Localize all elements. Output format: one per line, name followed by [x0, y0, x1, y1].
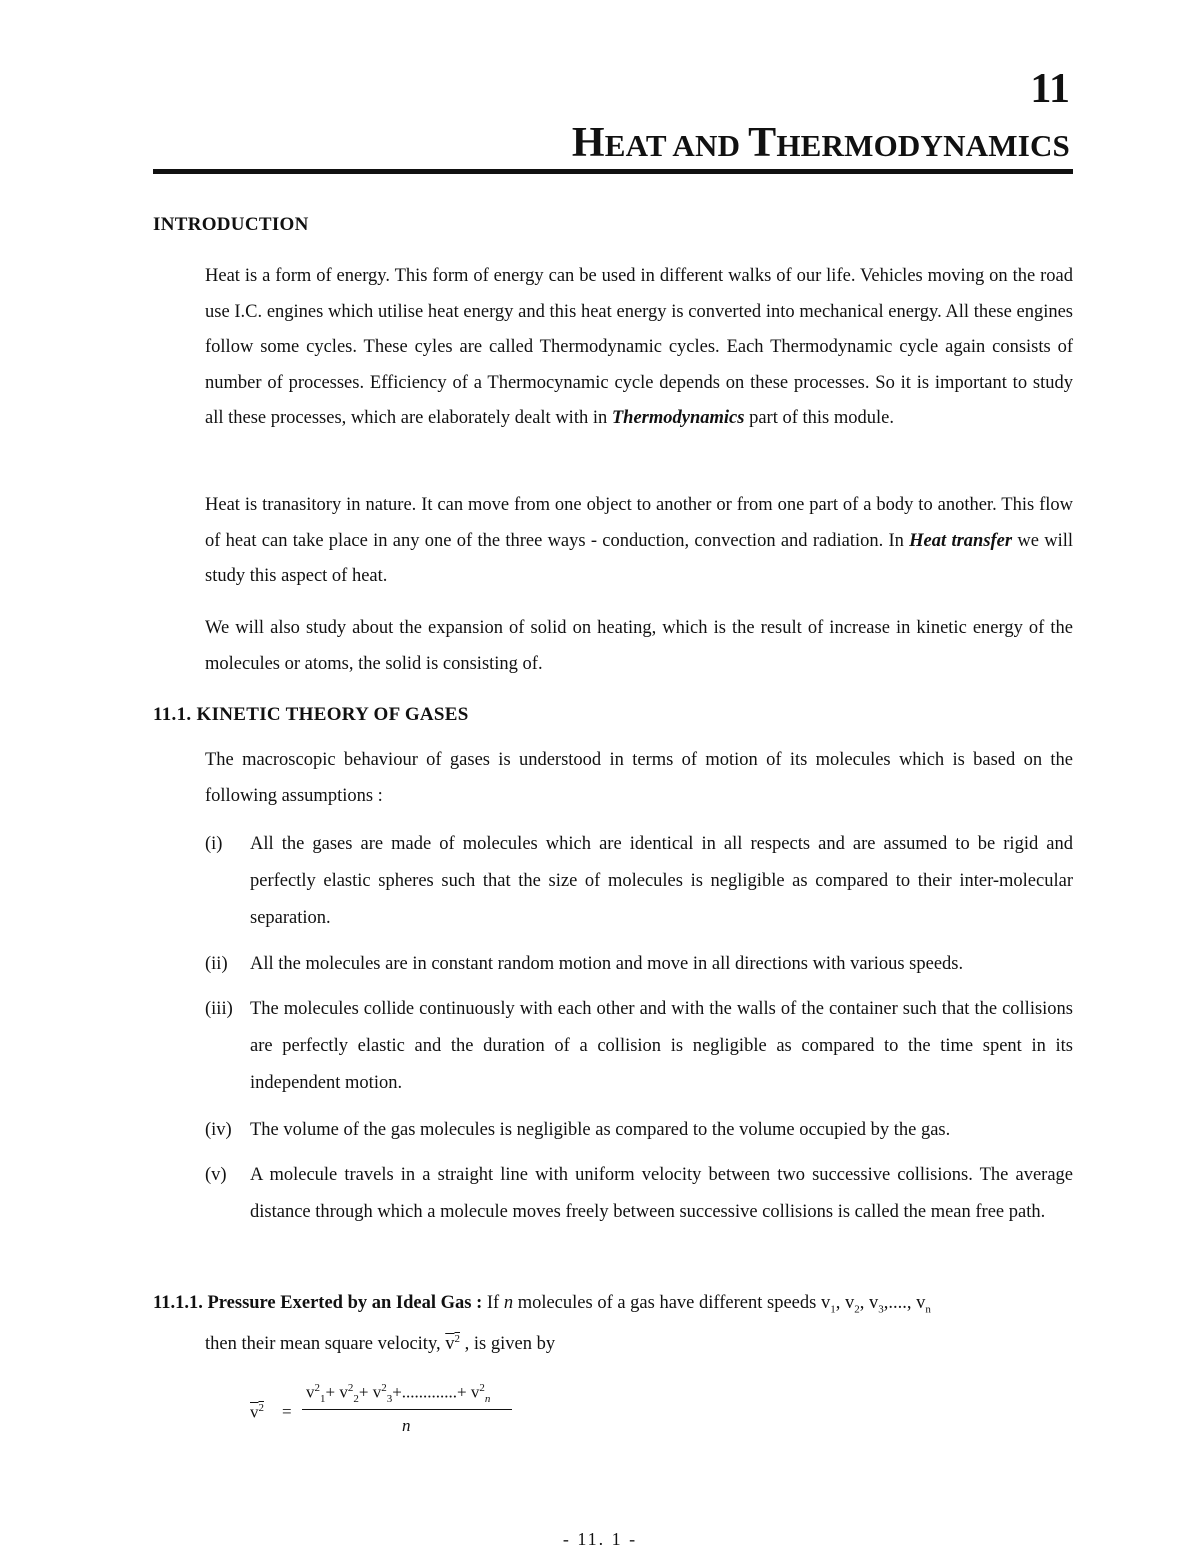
- section-11-1-1-line-1: 11.1.1. Pressure Exerted by an Ideal Gas : If n molecules of a gas have different speeds $v_1$, $v_2$, $v_3$,...., $v_n$: [153, 1293, 931, 1316]
- list-text: The molecules collide continuously with each other and with the walls of the container such that the collisions are perfectly elastic and the duration of a collision is negligible as compared to the time spent in its independent motion.: [250, 999, 1073, 1093]
- list-text: A molecule travels in a straight line with uniform velocity between two successive collisions. The average distance through which a molecule moves freely between successive collisions is called the mean free path.: [250, 1165, 1073, 1222]
- formula-numerator: $v^2_1+ v^2_2+ v^2_3+.............+ v^2_n$: [306, 1382, 491, 1406]
- mean-square-velocity-symbol: $v^2$: [445, 1333, 460, 1355]
- formula-lhs: $v^2$: [250, 1402, 264, 1422]
- formula-denominator: n: [402, 1416, 411, 1435]
- section-11-1-heading: 11.1. KINETIC THEORY OF GASES: [153, 704, 469, 725]
- list-marker: (ii): [205, 954, 228, 974]
- intro-paragraph-3: We will also study about the expansion of solid on heating, which is the result of increase in kinetic energy of the molecules or atoms, the solid is consisting of.: [205, 618, 1073, 674]
- intro-paragraph-2: Heat is tranasitory in nature. It can move from one object to another or from one part of a body to another. This flow of heat can take place in any one of the three ways - conduction, convection and radiation. In Heat transfer we will study this aspect of heat.: [205, 495, 1073, 586]
- list-text: All the molecules are in constant random motion and move in all directions with various speeds.: [250, 954, 964, 974]
- section-11-1-1-heading: 11.1.1. Pressure Exerted by an Ideal Gas :: [153, 1293, 483, 1313]
- mean-square-velocity-formula: [250, 1378, 530, 1438]
- page-footer: - 11. 1 -: [562, 1529, 638, 1549]
- introduction-heading: INTRODUCTION: [153, 214, 309, 235]
- list-marker: (v): [205, 1165, 227, 1185]
- formula-equals: =: [282, 1402, 292, 1421]
- list-marker: (iii): [205, 999, 233, 1019]
- chapter-number: 11: [1030, 66, 1070, 112]
- list-text: All the gases are made of molecules which are identical in all respects and are assumed to be rigid and perfectly elastic spheres such that the size of molecules is negligible as compared to their inter-molecular separation.: [250, 834, 1073, 928]
- list-marker: (i): [205, 834, 223, 854]
- intro-paragraph-1: Heat is a form of energy. This form of energy can be used in different walks of our life. Vehicles moving on the road use I.C. engines which utilise heat energy and this heat energy is converted into mechanical energy. All these engines follow some cycles. These cyles are called Thermodynamic cycles. Each Thermodynamic cycle again consists of number of processes. Efficiency of a Thermocynamic cycle depends on these processes. So it is important to study all these processes, which are elaborately dealt with in Thermodynamics part of this module.: [205, 266, 1073, 428]
- section-11-1-1-line-2: then their mean square velocity, $v^2$ , is given by: [205, 1333, 556, 1355]
- chapter-title: HEAT AND THERMODYNAMICS: [571, 120, 1070, 166]
- list-marker: (iv): [205, 1120, 232, 1140]
- fraction-bar: [302, 1409, 512, 1410]
- section-11-1-intro: The macroscopic behaviour of gases is understood in terms of motion of its molecules which is based on the following assumptions :: [205, 750, 1073, 806]
- title-rule: [153, 169, 1073, 174]
- list-text: The volume of the gas molecules is negligible as compared to the volume occupied by the gas.: [250, 1120, 951, 1140]
